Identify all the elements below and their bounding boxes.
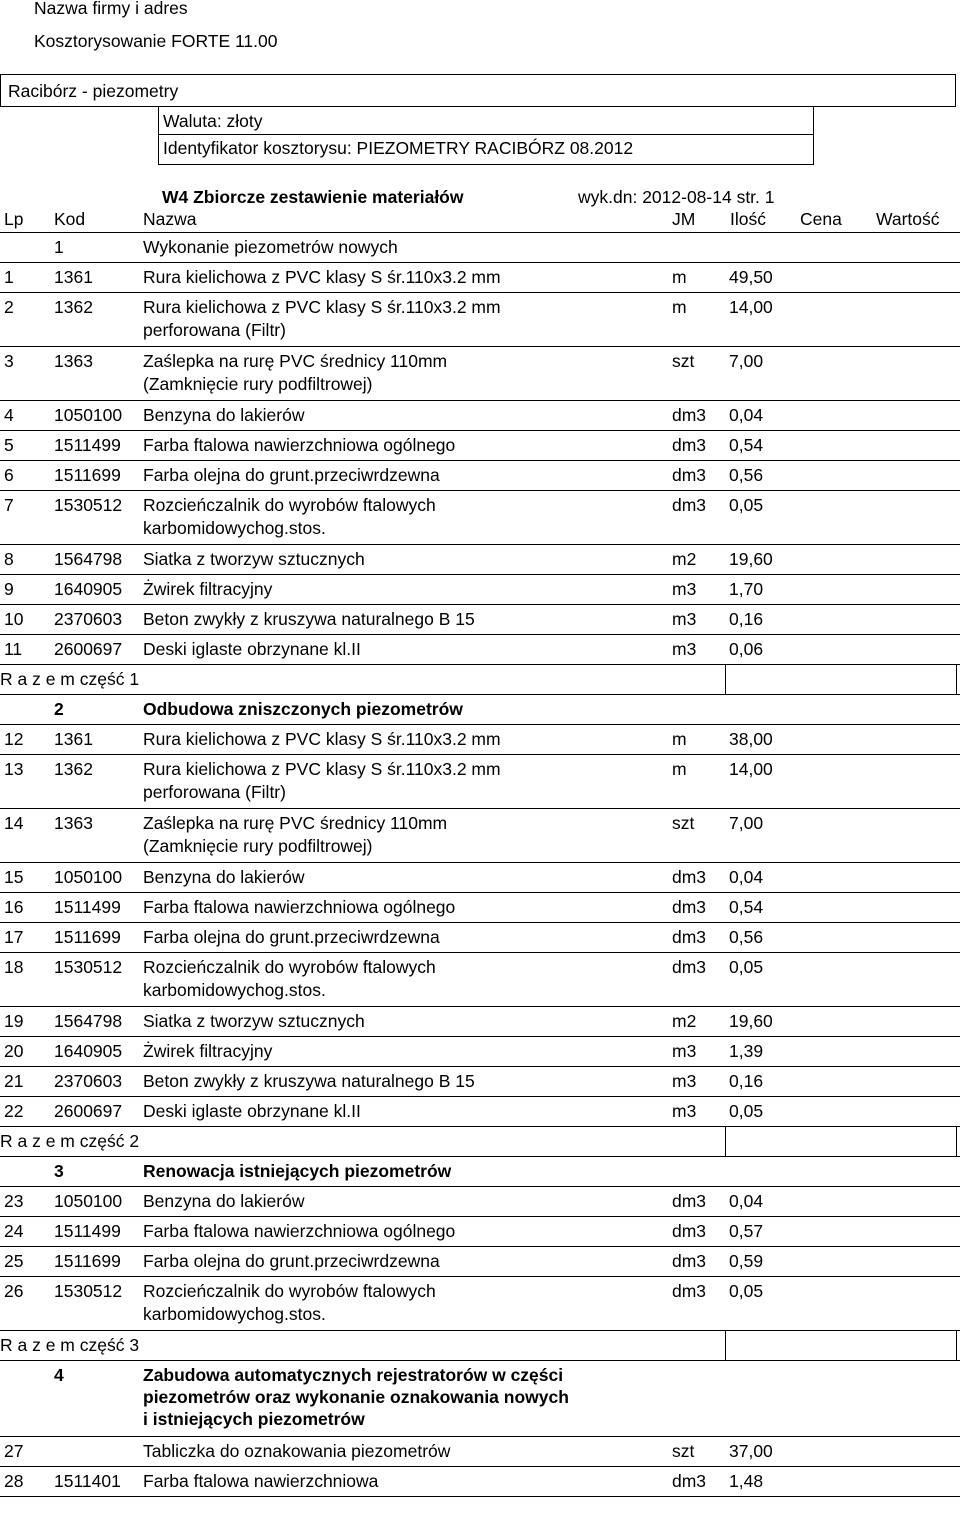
row-code: 1362: [54, 297, 93, 317]
row-name: Żwirek filtracyjny: [143, 579, 273, 599]
summary-cell-divider: [725, 664, 726, 694]
row-unit: m3: [672, 639, 697, 659]
row-quantity: 0,54: [729, 435, 764, 455]
row-quantity: 0,16: [729, 1071, 764, 1091]
row-name: karbomidowychog.stos.: [143, 518, 326, 538]
row-quantity: 14,00: [729, 297, 773, 317]
row-unit: m: [672, 759, 687, 779]
header-divider: [0, 232, 960, 233]
section-name: Zabudowa automatycznych rejestratorów w części: [143, 1365, 564, 1385]
column-header-jm: JM: [672, 209, 696, 229]
row-quantity: 0,04: [729, 1191, 764, 1211]
row-unit: dm3: [672, 495, 707, 515]
row-unit: m2: [672, 1011, 697, 1031]
summary-cell-divider: [956, 1126, 957, 1156]
row-unit: dm3: [672, 957, 707, 977]
row-code: 2600697: [54, 1101, 123, 1121]
row-code: 1530512: [54, 957, 123, 977]
row-code: 1511699: [54, 927, 121, 947]
row-code: 1511499: [54, 435, 121, 455]
section-divider: [0, 1186, 960, 1187]
section-divider: [0, 1436, 960, 1437]
report-title: W4 Zbiorcze zestawienie materiałów: [162, 187, 464, 207]
row-divider: [0, 892, 960, 893]
row-divider: [0, 400, 960, 401]
summary-cell-divider: [725, 1126, 726, 1156]
row-name: Rozcieńczalnik do wyrobów ftalowych: [143, 495, 436, 515]
row-code: 1511499: [54, 1221, 121, 1241]
row-name: Żwirek filtracyjny: [143, 1041, 273, 1061]
row-quantity: 0,56: [729, 465, 764, 485]
column-header-nazwa: Nazwa: [143, 209, 197, 229]
row-lp: 12: [4, 729, 24, 749]
row-name: Benzyna do lakierów: [143, 405, 305, 425]
row-name: perforowana (Filtr): [143, 320, 286, 340]
row-name: Rozcieńczalnik do wyrobów ftalowych: [143, 1281, 436, 1301]
section-name: Wykonanie piezometrów nowych: [143, 237, 398, 257]
row-name: Deski iglaste obrzynane kl.II: [143, 639, 361, 659]
row-unit: m2: [672, 549, 697, 569]
row-name: Farba olejna do grunt.przeciwrdzewna: [143, 1251, 440, 1271]
row-name: (Zamknięcie rury podfiltrowej): [143, 374, 373, 394]
row-name: Rura kielichowa z PVC klasy S śr.110x3.2 mm: [143, 729, 501, 749]
row-lp: 11: [4, 639, 23, 659]
row-name: Zaślepka na rurę PVC średnicy 110mm: [143, 351, 448, 371]
row-lp: 24: [4, 1221, 24, 1241]
summary-cell-divider: [956, 664, 957, 694]
software-name: Kosztorysowanie FORTE 11.00: [34, 31, 278, 51]
column-header-cena: Cena: [800, 209, 842, 229]
row-code: 1363: [54, 351, 93, 371]
row-lp: 9: [4, 579, 14, 599]
summary-divider: [0, 1360, 960, 1361]
row-lp: 4: [4, 405, 14, 425]
row-name: Farba olejna do grunt.przeciwrdzewna: [143, 465, 440, 485]
currency-label: Waluta: złoty: [163, 111, 263, 131]
row-quantity: 19,60: [729, 1011, 773, 1031]
row-name: Siatka z tworzyw sztucznych: [143, 1011, 365, 1031]
row-name: perforowana (Filtr): [143, 782, 286, 802]
section-name: i istniejących piezometrów: [143, 1409, 365, 1429]
row-quantity: 19,60: [729, 549, 773, 569]
row-divider: [0, 604, 960, 605]
row-divider: [0, 430, 960, 431]
row-divider: [0, 952, 960, 953]
row-lp: 20: [4, 1041, 24, 1061]
row-lp: 7: [4, 495, 14, 515]
row-unit: szt: [672, 1441, 695, 1461]
row-name: Benzyna do lakierów: [143, 867, 305, 887]
row-unit: dm3: [672, 435, 707, 455]
row-unit: m3: [672, 1101, 697, 1121]
row-name: Farba ftalowa nawierzchniowa ogólnego: [143, 1221, 456, 1241]
row-lp: 6: [4, 465, 14, 485]
row-unit: szt: [672, 351, 695, 371]
report-meta: wyk.dn: 2012-08-14 str. 1: [578, 187, 775, 207]
row-lp: 1: [4, 267, 14, 287]
row-name: karbomidowychog.stos.: [143, 980, 326, 1000]
row-divider: [0, 1066, 960, 1067]
row-unit: dm3: [672, 927, 707, 947]
row-name: Farba ftalowa nawierzchniowa ogólnego: [143, 897, 456, 917]
summary-cell-divider: [956, 1330, 957, 1360]
section-number: 3: [54, 1161, 64, 1181]
row-quantity: 0,05: [729, 1101, 764, 1121]
section-name: Odbudowa zniszczonych piezometrów: [143, 699, 463, 719]
row-code: 1640905: [54, 579, 123, 599]
summary-divider: [0, 694, 960, 695]
row-code: 1511401: [54, 1471, 121, 1491]
project-meta-divider: [158, 134, 814, 135]
row-divider: [0, 922, 960, 923]
row-name: Rozcieńczalnik do wyrobów ftalowych: [143, 957, 436, 977]
row-name: Benzyna do lakierów: [143, 1191, 305, 1211]
row-divider: [0, 1496, 960, 1497]
row-unit: szt: [672, 813, 695, 833]
row-name: (Zamknięcie rury podfiltrowej): [143, 836, 373, 856]
row-code: 1050100: [54, 1191, 123, 1211]
row-quantity: 0,54: [729, 897, 764, 917]
row-unit: dm3: [672, 897, 707, 917]
row-lp: 25: [4, 1251, 24, 1271]
row-divider: [0, 664, 960, 665]
section-number: 1: [54, 237, 64, 257]
row-code: 1363: [54, 813, 93, 833]
row-code: 1511499: [54, 897, 121, 917]
row-quantity: 0,04: [729, 867, 764, 887]
row-name: karbomidowychog.stos.: [143, 1304, 326, 1324]
row-name: Beton zwykły z kruszywa naturalnego B 15: [143, 609, 475, 629]
row-divider: [0, 1126, 960, 1127]
row-unit: dm3: [672, 1191, 707, 1211]
row-unit: dm3: [672, 1471, 707, 1491]
row-quantity: 0,59: [729, 1251, 764, 1271]
row-quantity: 0,05: [729, 957, 764, 977]
row-code: 1050100: [54, 405, 123, 425]
row-divider: [0, 574, 960, 575]
row-quantity: 0,04: [729, 405, 764, 425]
row-quantity: 1,70: [729, 579, 764, 599]
row-quantity: 0,57: [729, 1221, 764, 1241]
section-divider: [0, 724, 960, 725]
row-name: Farba olejna do grunt.przeciwrdzewna: [143, 927, 440, 947]
row-unit: m3: [672, 1071, 697, 1091]
row-code: 1511699: [54, 1251, 121, 1271]
row-code: 1530512: [54, 495, 123, 515]
row-code: 1050100: [54, 867, 123, 887]
row-lp: 5: [4, 435, 14, 455]
row-code: 2370603: [54, 609, 123, 629]
row-divider: [0, 490, 960, 491]
row-quantity: 1,39: [729, 1041, 764, 1061]
row-lp: 8: [4, 549, 14, 569]
row-divider: [0, 1006, 960, 1007]
row-divider: [0, 1216, 960, 1217]
row-unit: dm3: [672, 1221, 707, 1241]
row-name: Tabliczka do oznakowania piezometrów: [143, 1441, 451, 1461]
row-quantity: 0,06: [729, 639, 764, 659]
section-summary: R a z e m część 2: [0, 1131, 140, 1151]
row-lp: 17: [4, 927, 24, 947]
row-unit: dm3: [672, 1251, 707, 1271]
section-name: Renowacja istniejących piezometrów: [143, 1161, 452, 1181]
row-lp: 26: [4, 1281, 24, 1301]
row-code: 1362: [54, 759, 93, 779]
row-quantity: 14,00: [729, 759, 773, 779]
row-divider: [0, 754, 960, 755]
row-lp: 2: [4, 297, 14, 317]
row-unit: dm3: [672, 867, 707, 887]
project-title: Racibórz - piezometry: [8, 81, 179, 101]
column-header-wart: Wartość: [876, 209, 940, 229]
row-lp: 19: [4, 1011, 24, 1031]
column-header-ilosc: Ilość: [730, 209, 766, 229]
column-header-kod: Kod: [54, 209, 86, 229]
row-lp: 22: [4, 1101, 24, 1121]
row-quantity: 0,05: [729, 495, 764, 515]
row-divider: [0, 1466, 960, 1467]
row-quantity: 0,16: [729, 609, 764, 629]
row-quantity: 0,56: [729, 927, 764, 947]
row-divider: [0, 634, 960, 635]
row-name: Rura kielichowa z PVC klasy S śr.110x3.2 mm: [143, 759, 501, 779]
summary-cell-divider: [725, 1330, 726, 1360]
row-name: Farba ftalowa nawierzchniowa: [143, 1471, 379, 1491]
row-lp: 3: [4, 351, 14, 371]
section-number: 4: [54, 1365, 64, 1385]
row-divider: [0, 1246, 960, 1247]
summary-divider: [0, 1156, 960, 1157]
row-divider: [0, 808, 960, 809]
row-name: Zaślepka na rurę PVC średnicy 110mm: [143, 813, 448, 833]
column-header-lp: Lp: [4, 209, 24, 229]
row-quantity: 7,00: [729, 813, 764, 833]
row-unit: m3: [672, 609, 697, 629]
row-code: 1361: [54, 729, 93, 749]
section-number: 2: [54, 699, 64, 719]
section-summary: R a z e m część 3: [0, 1335, 140, 1355]
row-divider: [0, 346, 960, 347]
row-lp: 10: [4, 609, 24, 629]
row-unit: dm3: [672, 1281, 707, 1301]
company-name: Nazwa firmy i adres: [34, 0, 188, 18]
row-code: 1361: [54, 267, 93, 287]
row-unit: m: [672, 267, 687, 287]
row-code: 1564798: [54, 549, 123, 569]
section-name: piezometrów oraz wykonanie oznakowania nowych: [143, 1387, 569, 1407]
row-lp: 16: [4, 897, 24, 917]
estimate-identifier: Identyfikator kosztorysu: PIEZOMETRY RACIBÓRZ 08.2012: [163, 138, 634, 158]
row-lp: 15: [4, 867, 24, 887]
row-lp: 23: [4, 1191, 24, 1211]
row-lp: 18: [4, 957, 24, 977]
row-name: Farba ftalowa nawierzchniowa ogólnego: [143, 435, 456, 455]
row-unit: m: [672, 297, 687, 317]
row-divider: [0, 862, 960, 863]
section-summary: R a z e m część 1: [0, 669, 140, 689]
row-code: 2600697: [54, 639, 123, 659]
row-code: 2370603: [54, 1071, 123, 1091]
row-unit: dm3: [672, 405, 707, 425]
row-name: Siatka z tworzyw sztucznych: [143, 549, 365, 569]
section-divider: [0, 262, 960, 263]
row-quantity: 38,00: [729, 729, 773, 749]
row-name: Rura kielichowa z PVC klasy S śr.110x3.2 mm: [143, 267, 501, 287]
row-lp: 27: [4, 1441, 24, 1461]
row-divider: [0, 1330, 960, 1331]
row-name: Deski iglaste obrzynane kl.II: [143, 1101, 361, 1121]
row-unit: m: [672, 729, 687, 749]
row-divider: [0, 1096, 960, 1097]
row-divider: [0, 1276, 960, 1277]
row-divider: [0, 544, 960, 545]
row-quantity: 0,05: [729, 1281, 764, 1301]
row-code: 1530512: [54, 1281, 123, 1301]
row-quantity: 49,50: [729, 267, 773, 287]
row-unit: m3: [672, 579, 697, 599]
row-code: 1640905: [54, 1041, 123, 1061]
row-divider: [0, 460, 960, 461]
row-name: Rura kielichowa z PVC klasy S śr.110x3.2 mm: [143, 297, 501, 317]
row-quantity: 7,00: [729, 351, 764, 371]
row-quantity: 1,48: [729, 1471, 764, 1491]
row-name: Beton zwykły z kruszywa naturalnego B 15: [143, 1071, 475, 1091]
row-lp: 13: [4, 759, 24, 779]
row-divider: [0, 292, 960, 293]
row-code: 1564798: [54, 1011, 123, 1031]
row-lp: 14: [4, 813, 24, 833]
row-quantity: 37,00: [729, 1441, 773, 1461]
row-lp: 28: [4, 1471, 24, 1491]
row-unit: dm3: [672, 465, 707, 485]
row-divider: [0, 1036, 960, 1037]
row-code: 1511699: [54, 465, 121, 485]
row-unit: m3: [672, 1041, 697, 1061]
row-lp: 21: [4, 1071, 24, 1091]
